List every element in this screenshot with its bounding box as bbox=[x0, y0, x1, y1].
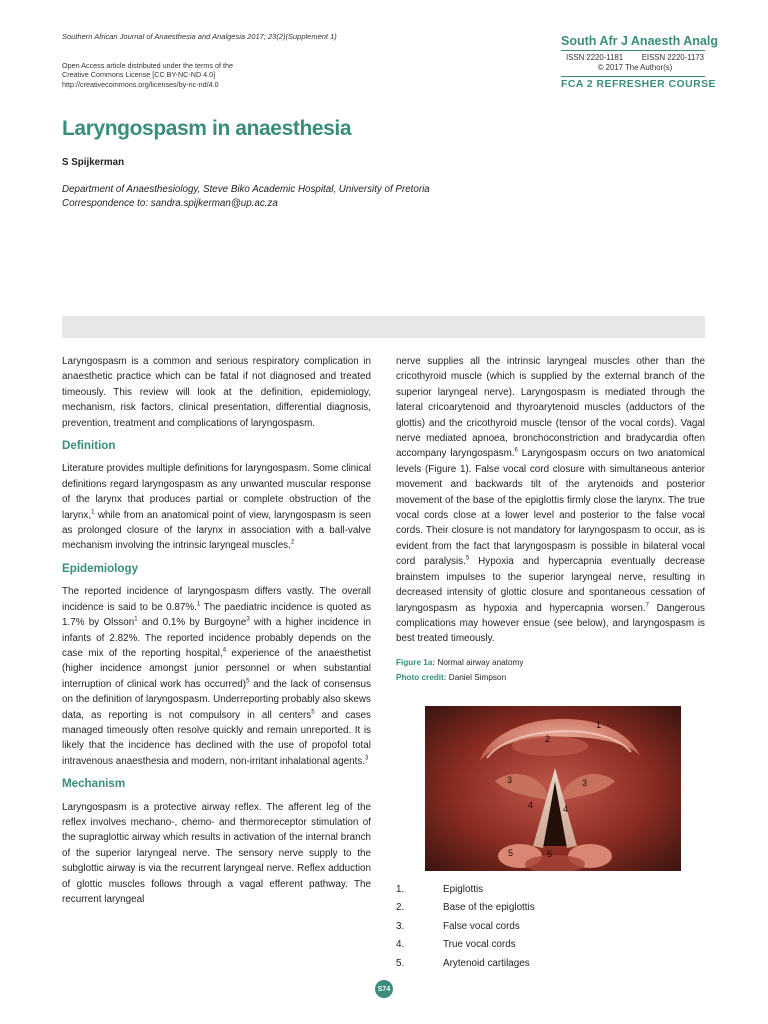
article-title: Laryngospasm in anaesthesia bbox=[62, 117, 352, 140]
figure-caption bbox=[396, 655, 705, 686]
course-label: FCA 2 REFRESHER COURSE bbox=[561, 79, 716, 90]
legend-item: 4. True vocal cords bbox=[396, 939, 516, 951]
figure-legend bbox=[396, 880, 705, 973]
citation: 1 bbox=[91, 509, 95, 516]
figure-label: 2 bbox=[545, 734, 551, 744]
section-heading-epidemiology: Epidemiology bbox=[62, 561, 139, 575]
section-heading-definition: Definition bbox=[62, 439, 116, 453]
photo-credit-text: Daniel Simpson bbox=[448, 673, 507, 683]
affiliation: Department of Anaesthesiology, Steve Biko Academic Hospital, University of Pretoria bbox=[62, 184, 430, 195]
right-column bbox=[396, 354, 705, 686]
license-link[interactable]: http://creativecommons.org/licenses/by-nc-nd/4.0 bbox=[62, 79, 219, 89]
correspondence: Correspondence to: sandra.spijkerman@up.ac.za bbox=[62, 197, 278, 209]
mechanism-paragraph: Laryngospasm is a protective airway reflex. The afferent leg of the reflex involves mechano-, chemo- and thermoreceptor stimulation of the supraglottic airway which results in activation of the internal branch of the superior laryngeal nerve. The sensory nerve supply to the subglottic airway is via the recurrent laryngeal nerve. Reflex adduction of glottic muscles follows through a vagal efferent pathway. The recurrent laryngeal bbox=[62, 801, 371, 905]
issn: ISSN 2220-1181 bbox=[566, 53, 624, 62]
citation: 2 bbox=[290, 540, 295, 547]
airway-anatomy-photo bbox=[425, 706, 681, 871]
page-number: S74 bbox=[375, 980, 393, 998]
legend-item: 2. Base of the epiglottis bbox=[396, 902, 535, 914]
journal-citation: Southern African Journal of Anaesthesia and Analgesia 2017; 23(2)(Supplement 1) bbox=[62, 32, 337, 41]
legend-item: 1. Epiglottis bbox=[396, 883, 484, 895]
license-line: Creative Commons License [CC BY-NC-ND 4.0] bbox=[62, 70, 216, 80]
figure-label: 4 bbox=[563, 804, 569, 814]
figure-caption-label: Figure 1a: bbox=[396, 657, 436, 667]
issn-block bbox=[566, 53, 704, 73]
eissn: EISSN 2220-1173 bbox=[641, 53, 704, 62]
journal-brand: South Afr J Anaesth Analg bbox=[561, 34, 718, 48]
section-heading-mechanism: Mechanism bbox=[62, 777, 126, 791]
figure-label: 3 bbox=[582, 778, 588, 788]
license-line: Open Access article distributed under the terms of the bbox=[62, 61, 233, 70]
author-affiliation-block bbox=[62, 183, 430, 210]
figure-label: 4 bbox=[528, 800, 534, 810]
photo-credit-label: Photo credit: bbox=[396, 673, 447, 683]
figure-label: 1 bbox=[596, 720, 602, 730]
article-author: S Spijkerman bbox=[62, 157, 125, 168]
intro-paragraph: Laryngospasm is a common and serious respiratory complication in anaesthetic practice which can be fatal if not diagnosed and treated timeously. This review will look at the definition, epidemiology, mechanism, risk factors, clinical presentation, differential diagnosis, prevention, treatment and complications of laryngospasm. bbox=[62, 356, 371, 429]
figure-label: 5 bbox=[508, 848, 514, 858]
left-column bbox=[62, 354, 371, 914]
header-rule bbox=[561, 76, 705, 77]
copyright: © 2017 The Author(s) bbox=[597, 63, 673, 72]
figure-caption-text: Normal airway anatomy bbox=[437, 657, 524, 667]
figure-label: 3 bbox=[507, 775, 513, 785]
epidemiology-paragraph: The reported incidence of laryngospasm differs vastly. The overall incidence is said to be 0.87%.$^1$ The paediatric incidence is quoted as 1.7% by Olsson$^1$ and 0.1% by Burgoyne$^3$ with a higher incidence in infants of 2.82%. The reported incidence probably depends on the case mix of the reporting hospital,$^4$ experience of the anaesthetist (higher incidence amongst junior personnel or when substantial interruption of clinical work has occurred)$^5$ and the lack of consensus on the definition of laryngospasm. Underreporting probably also skews data, as reporting is not compulsory in all centers$^5$ and cases managed timeously often resolve quickly and remain unreported. It is likely that the incidence has declined with the use of propofol total intravenous anaesthesia and modern, non-irritant inhalational agents.$^3$ bbox=[62, 586, 372, 767]
mechanism-continued-paragraph: nerve supplies all the intrinsic laryngeal muscles other than the cricothyroid muscle (which is supplied by the external branch of the superior laryngeal nerve). Laryngospasm is mediated through the lateral cricoarytenoid and thyroarytenoid muscles (adductors of the glottis) and the cricothyroid muscle (tensor of the vocal cords). Vagal nerve mediated apnoea, bronchoconstriction and bradycardia often accompany laryngospasm.$^6$ Laryngospasm occurs on two anatomical levels (Figure 1). False vocal cord closure with simultaneous anterior movement and backwards tilt of the arytenoids and posterior movement of the base of the epiglottis firmly close the larynx. The true vocal cords close at a lower level and posterior to the false vocal cords. Their closure is not mandatory for laryngospasm to occur, as is evident from the fact that laryngospasm is possible in bilateral vocal cord paralysis.$^5$ Hypoxia and hypercapnia eventually decrease brainstem impulses to the superior laryngeal nerve, resulting in decreased intensity of glottic closure and spontaneous cessation of laryngospasm as hypoxia and hypercapnia worsen.$^7$ Dangerous complications may however ensue (see below), and laryngospasm is best treated timeously. bbox=[396, 356, 705, 645]
definition-paragraph: Literature provides multiple definitions for laryngospasm. Some clinical definitions regard laryngospasm as any unwanted muscular response of the larynx that produces partial or complete obstruction of the larynx,$^1$ while from an anatomical point of view, laryngospasm is seen as prolonged closure of the larynx in association with a ball-valve mechanism involving the intrinsic laryngeal muscles.$^2$ bbox=[62, 463, 371, 552]
abstract-bar bbox=[62, 316, 705, 338]
header-rule bbox=[561, 50, 705, 51]
license-notice bbox=[62, 61, 322, 89]
legend-item: 5. Arytenoid cartilages bbox=[396, 957, 530, 969]
figure-label: 5 bbox=[547, 849, 553, 859]
legend-item: 3. False vocal cords bbox=[396, 920, 520, 932]
